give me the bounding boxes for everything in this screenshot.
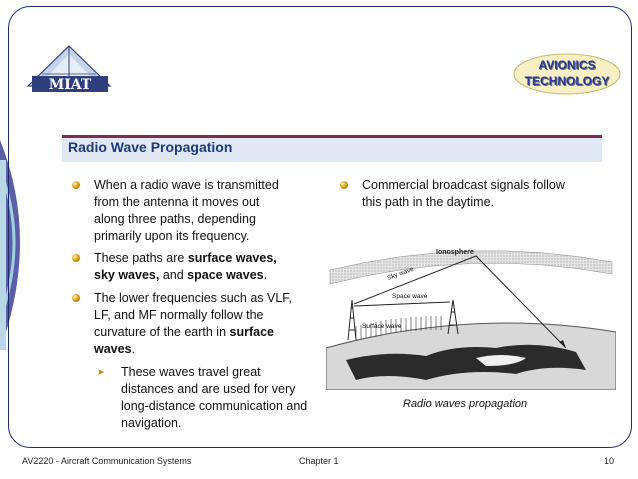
figure-caption: Radio waves propagation bbox=[403, 398, 528, 410]
sub-bullet-line-4: navigation. bbox=[121, 416, 182, 430]
bullet-3-line-3: curvature of the earth in surface bbox=[94, 325, 274, 339]
bullet-icon bbox=[72, 181, 80, 189]
sub-bullet-line-2: distances and are used for very bbox=[121, 382, 296, 396]
bullet-icon bbox=[72, 294, 80, 302]
bullet-1-line-4: primarily upon its frequency. bbox=[94, 229, 250, 243]
left-accent-bar bbox=[0, 160, 6, 350]
badge-line-avionics: AVIONICS bbox=[538, 58, 596, 72]
sky-wave-label: Sky wave bbox=[386, 265, 415, 282]
bullet-3-line-1: The lower frequencies such as VLF, bbox=[94, 291, 293, 305]
bullet-1-line-2: from the antenna it moves out bbox=[94, 195, 260, 209]
bullet-3-line-2: LF, and MF normally follow the bbox=[94, 308, 264, 322]
slide-title: Radio Wave Propagation bbox=[68, 139, 233, 155]
ionosphere-label: Ionosphere bbox=[436, 249, 474, 256]
avionics-technology-badge bbox=[513, 53, 621, 95]
surface-wave-label: Surface wave bbox=[362, 323, 402, 330]
bullet-1-line-1: When a radio wave is transmitted bbox=[94, 178, 279, 192]
radio-waves-figure bbox=[326, 240, 616, 390]
bullet-2-line-1: These paths are surface waves, bbox=[94, 251, 277, 265]
logo-text: MIAT bbox=[48, 77, 92, 93]
sub-bullet-line-1: These waves travel great bbox=[121, 365, 261, 379]
badge-line-technology: TECHNOLOGY bbox=[524, 74, 610, 88]
footer-page-number: 10 bbox=[604, 456, 615, 466]
bullet-icon bbox=[340, 181, 348, 189]
footer-course: AV2220 - Aircraft Communication Systems bbox=[22, 456, 192, 466]
sub-bullet-line-3: long-distance communication and bbox=[121, 399, 308, 413]
sub-bullet-arrow-icon: ➤ bbox=[97, 367, 105, 377]
space-wave-label: Space wave bbox=[392, 293, 428, 300]
bullet-icon bbox=[72, 254, 80, 262]
miat-logo bbox=[22, 44, 117, 100]
bullet-3-line-4: waves. bbox=[94, 342, 136, 356]
space-wave-line bbox=[354, 302, 450, 306]
footer-chapter: Chapter 1 bbox=[299, 456, 339, 466]
right-bullet-line-1: Commercial broadcast signals follow bbox=[362, 178, 565, 192]
bullet-1-line-3: along three paths, depending bbox=[94, 212, 256, 226]
bullet-2-line-2: sky waves, and space waves. bbox=[94, 268, 268, 282]
right-bullet-line-2: this path in the daytime. bbox=[362, 195, 495, 209]
